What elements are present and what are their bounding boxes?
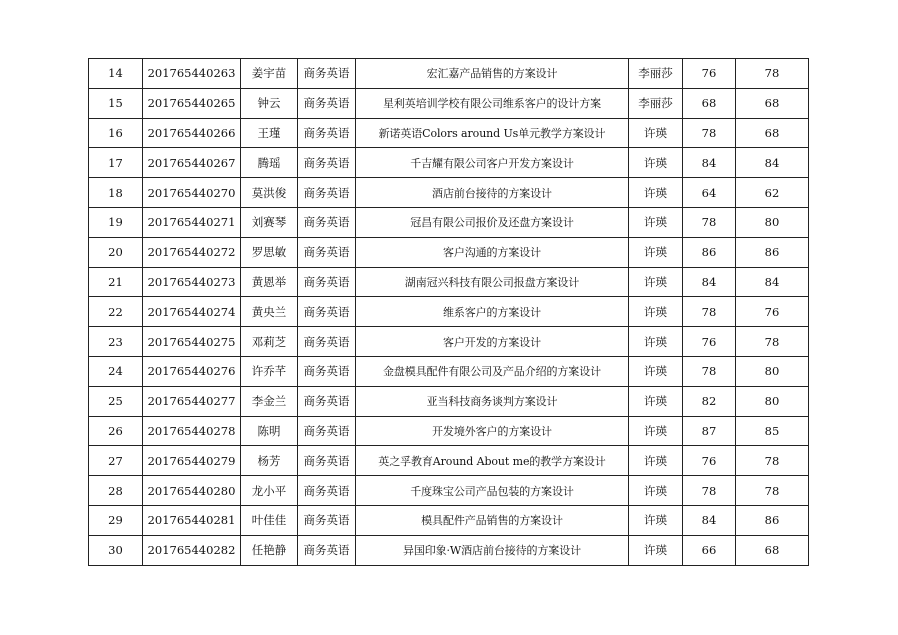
major-cell: 商务英语 — [298, 88, 356, 118]
score-2-cell: 78 — [736, 59, 809, 89]
thesis-topic-cell: 新诺英语Colors around Us单元教学方案设计 — [356, 118, 629, 148]
score-2-cell: 78 — [736, 327, 809, 357]
table-row — [89, 118, 809, 148]
thesis-topic-cell: 模具配件产品销售的方案设计 — [356, 505, 629, 535]
thesis-topic-cell: 异国印象·W酒店前台接待的方案设计 — [356, 535, 629, 565]
advisor-cell: 李丽莎 — [629, 88, 683, 118]
seq-number-cell: 25 — [89, 386, 143, 416]
major-cell: 商务英语 — [298, 327, 356, 357]
score-1-cell: 78 — [683, 356, 736, 386]
seq-number-cell: 30 — [89, 535, 143, 565]
student-id-cell: 201765440263 — [143, 59, 241, 89]
student-name-cell: 王瑾 — [241, 118, 298, 148]
table-row — [89, 476, 809, 506]
major-cell: 商务英语 — [298, 386, 356, 416]
student-id-cell: 201765440266 — [143, 118, 241, 148]
seq-number-cell: 17 — [89, 148, 143, 178]
score-1-cell: 78 — [683, 297, 736, 327]
thesis-topic-cell: 千度珠宝公司产品包装的方案设计 — [356, 476, 629, 506]
seq-number-cell: 26 — [89, 416, 143, 446]
seq-number-cell: 18 — [89, 178, 143, 208]
thesis-topic-cell: 客户沟通的方案设计 — [356, 237, 629, 267]
student-name-cell: 钟云 — [241, 88, 298, 118]
advisor-cell: 许瑛 — [629, 178, 683, 208]
seq-number-cell: 15 — [89, 88, 143, 118]
major-cell: 商务英语 — [298, 59, 356, 89]
seq-number-cell: 19 — [89, 207, 143, 237]
advisor-cell: 许瑛 — [629, 535, 683, 565]
major-cell: 商务英语 — [298, 148, 356, 178]
student-name-cell: 罗思敏 — [241, 237, 298, 267]
score-1-cell: 76 — [683, 327, 736, 357]
advisor-cell: 许瑛 — [629, 386, 683, 416]
student-id-cell: 201765440265 — [143, 88, 241, 118]
seq-number-cell: 28 — [89, 476, 143, 506]
table-body — [89, 59, 809, 566]
major-cell: 商务英语 — [298, 207, 356, 237]
advisor-cell: 许瑛 — [629, 267, 683, 297]
table-row — [89, 356, 809, 386]
advisor-cell: 许瑛 — [629, 207, 683, 237]
student-name-cell: 李金兰 — [241, 386, 298, 416]
thesis-topic-cell: 湖南冠兴科技有限公司报盘方案设计 — [356, 267, 629, 297]
student-id-cell: 201765440280 — [143, 476, 241, 506]
score-2-cell: 68 — [736, 535, 809, 565]
advisor-cell: 许瑛 — [629, 327, 683, 357]
advisor-cell: 许瑛 — [629, 505, 683, 535]
table-row — [89, 297, 809, 327]
score-1-cell: 84 — [683, 505, 736, 535]
seq-number-cell: 22 — [89, 297, 143, 327]
student-name-cell: 任艳静 — [241, 535, 298, 565]
advisor-cell: 许瑛 — [629, 446, 683, 476]
student-id-cell: 201765440277 — [143, 386, 241, 416]
table-row — [89, 207, 809, 237]
major-cell: 商务英语 — [298, 267, 356, 297]
thesis-topic-cell: 星利英培训学校有限公司维系客户的设计方案 — [356, 88, 629, 118]
score-1-cell: 64 — [683, 178, 736, 208]
major-cell: 商务英语 — [298, 356, 356, 386]
student-id-cell: 201765440275 — [143, 327, 241, 357]
student-id-cell: 201765440274 — [143, 297, 241, 327]
table-row — [89, 59, 809, 89]
advisor-cell: 许瑛 — [629, 118, 683, 148]
major-cell: 商务英语 — [298, 535, 356, 565]
student-name-cell: 莫洪俊 — [241, 178, 298, 208]
score-1-cell: 87 — [683, 416, 736, 446]
student-name-cell: 黄央兰 — [241, 297, 298, 327]
score-1-cell: 86 — [683, 237, 736, 267]
advisor-cell: 许瑛 — [629, 237, 683, 267]
major-cell: 商务英语 — [298, 476, 356, 506]
score-2-cell: 80 — [736, 356, 809, 386]
student-id-cell: 201765440270 — [143, 178, 241, 208]
seq-number-cell: 21 — [89, 267, 143, 297]
score-1-cell: 82 — [683, 386, 736, 416]
table-row — [89, 505, 809, 535]
score-2-cell: 80 — [736, 207, 809, 237]
student-name-cell: 杨芳 — [241, 446, 298, 476]
seq-number-cell: 27 — [89, 446, 143, 476]
score-2-cell: 68 — [736, 118, 809, 148]
score-1-cell: 84 — [683, 267, 736, 297]
table-row — [89, 386, 809, 416]
student-name-cell: 许乔芊 — [241, 356, 298, 386]
major-cell: 商务英语 — [298, 416, 356, 446]
score-1-cell: 78 — [683, 476, 736, 506]
major-cell: 商务英语 — [298, 505, 356, 535]
thesis-topic-cell: 开发境外客户的方案设计 — [356, 416, 629, 446]
table-row — [89, 88, 809, 118]
score-2-cell: 80 — [736, 386, 809, 416]
student-id-cell: 201765440272 — [143, 237, 241, 267]
advisor-cell: 许瑛 — [629, 297, 683, 327]
seq-number-cell: 20 — [89, 237, 143, 267]
table-row — [89, 327, 809, 357]
seq-number-cell: 29 — [89, 505, 143, 535]
major-cell: 商务英语 — [298, 178, 356, 208]
score-2-cell: 84 — [736, 148, 809, 178]
thesis-topic-cell: 英之孚教育Around About me的教学方案设计 — [356, 446, 629, 476]
student-id-cell: 201765440282 — [143, 535, 241, 565]
table-row — [89, 178, 809, 208]
student-id-cell: 201765440278 — [143, 416, 241, 446]
student-name-cell: 刘赛琴 — [241, 207, 298, 237]
advisor-cell: 许瑛 — [629, 416, 683, 446]
thesis-topic-cell: 千吉耀有限公司客户开发方案设计 — [356, 148, 629, 178]
seq-number-cell: 14 — [89, 59, 143, 89]
score-2-cell: 86 — [736, 505, 809, 535]
advisor-cell: 李丽莎 — [629, 59, 683, 89]
score-2-cell: 68 — [736, 88, 809, 118]
score-2-cell: 84 — [736, 267, 809, 297]
advisor-cell: 许瑛 — [629, 476, 683, 506]
student-name-cell: 腾瑶 — [241, 148, 298, 178]
score-1-cell: 66 — [683, 535, 736, 565]
thesis-topic-cell: 维系客户的方案设计 — [356, 297, 629, 327]
student-id-cell: 201765440276 — [143, 356, 241, 386]
thesis-topic-cell: 金盘模具配件有限公司及产品介绍的方案设计 — [356, 356, 629, 386]
seq-number-cell: 16 — [89, 118, 143, 148]
score-2-cell: 85 — [736, 416, 809, 446]
score-1-cell: 76 — [683, 446, 736, 476]
major-cell: 商务英语 — [298, 446, 356, 476]
score-2-cell: 76 — [736, 297, 809, 327]
score-1-cell: 68 — [683, 88, 736, 118]
table-row — [89, 416, 809, 446]
student-name-cell: 姜宇苗 — [241, 59, 298, 89]
thesis-topic-cell: 客户开发的方案设计 — [356, 327, 629, 357]
score-1-cell: 84 — [683, 148, 736, 178]
advisor-cell: 许瑛 — [629, 356, 683, 386]
score-1-cell: 78 — [683, 207, 736, 237]
score-1-cell: 76 — [683, 59, 736, 89]
score-1-cell: 78 — [683, 118, 736, 148]
table-row — [89, 535, 809, 565]
major-cell: 商务英语 — [298, 118, 356, 148]
major-cell: 商务英语 — [298, 297, 356, 327]
student-name-cell: 邓莉芝 — [241, 327, 298, 357]
student-id-cell: 201765440271 — [143, 207, 241, 237]
student-name-cell: 陈明 — [241, 416, 298, 446]
table-row — [89, 267, 809, 297]
student-name-cell: 龙小平 — [241, 476, 298, 506]
score-2-cell: 78 — [736, 446, 809, 476]
advisor-cell: 许瑛 — [629, 148, 683, 178]
major-cell: 商务英语 — [298, 237, 356, 267]
student-grade-table — [88, 58, 809, 566]
table-row — [89, 148, 809, 178]
student-name-cell: 叶佳佳 — [241, 505, 298, 535]
thesis-topic-cell: 宏汇嘉产品销售的方案设计 — [356, 59, 629, 89]
score-2-cell: 62 — [736, 178, 809, 208]
seq-number-cell: 24 — [89, 356, 143, 386]
student-id-cell: 201765440279 — [143, 446, 241, 476]
thesis-topic-cell: 酒店前台接待的方案设计 — [356, 178, 629, 208]
table-row — [89, 446, 809, 476]
student-id-cell: 201765440273 — [143, 267, 241, 297]
score-2-cell: 86 — [736, 237, 809, 267]
seq-number-cell: 23 — [89, 327, 143, 357]
thesis-topic-cell: 冠昌有限公司报价及还盘方案设计 — [356, 207, 629, 237]
table-row — [89, 237, 809, 267]
student-name-cell: 黄恩举 — [241, 267, 298, 297]
score-2-cell: 78 — [736, 476, 809, 506]
thesis-topic-cell: 亚当科技商务谈判方案设计 — [356, 386, 629, 416]
student-id-cell: 201765440267 — [143, 148, 241, 178]
student-id-cell: 201765440281 — [143, 505, 241, 535]
